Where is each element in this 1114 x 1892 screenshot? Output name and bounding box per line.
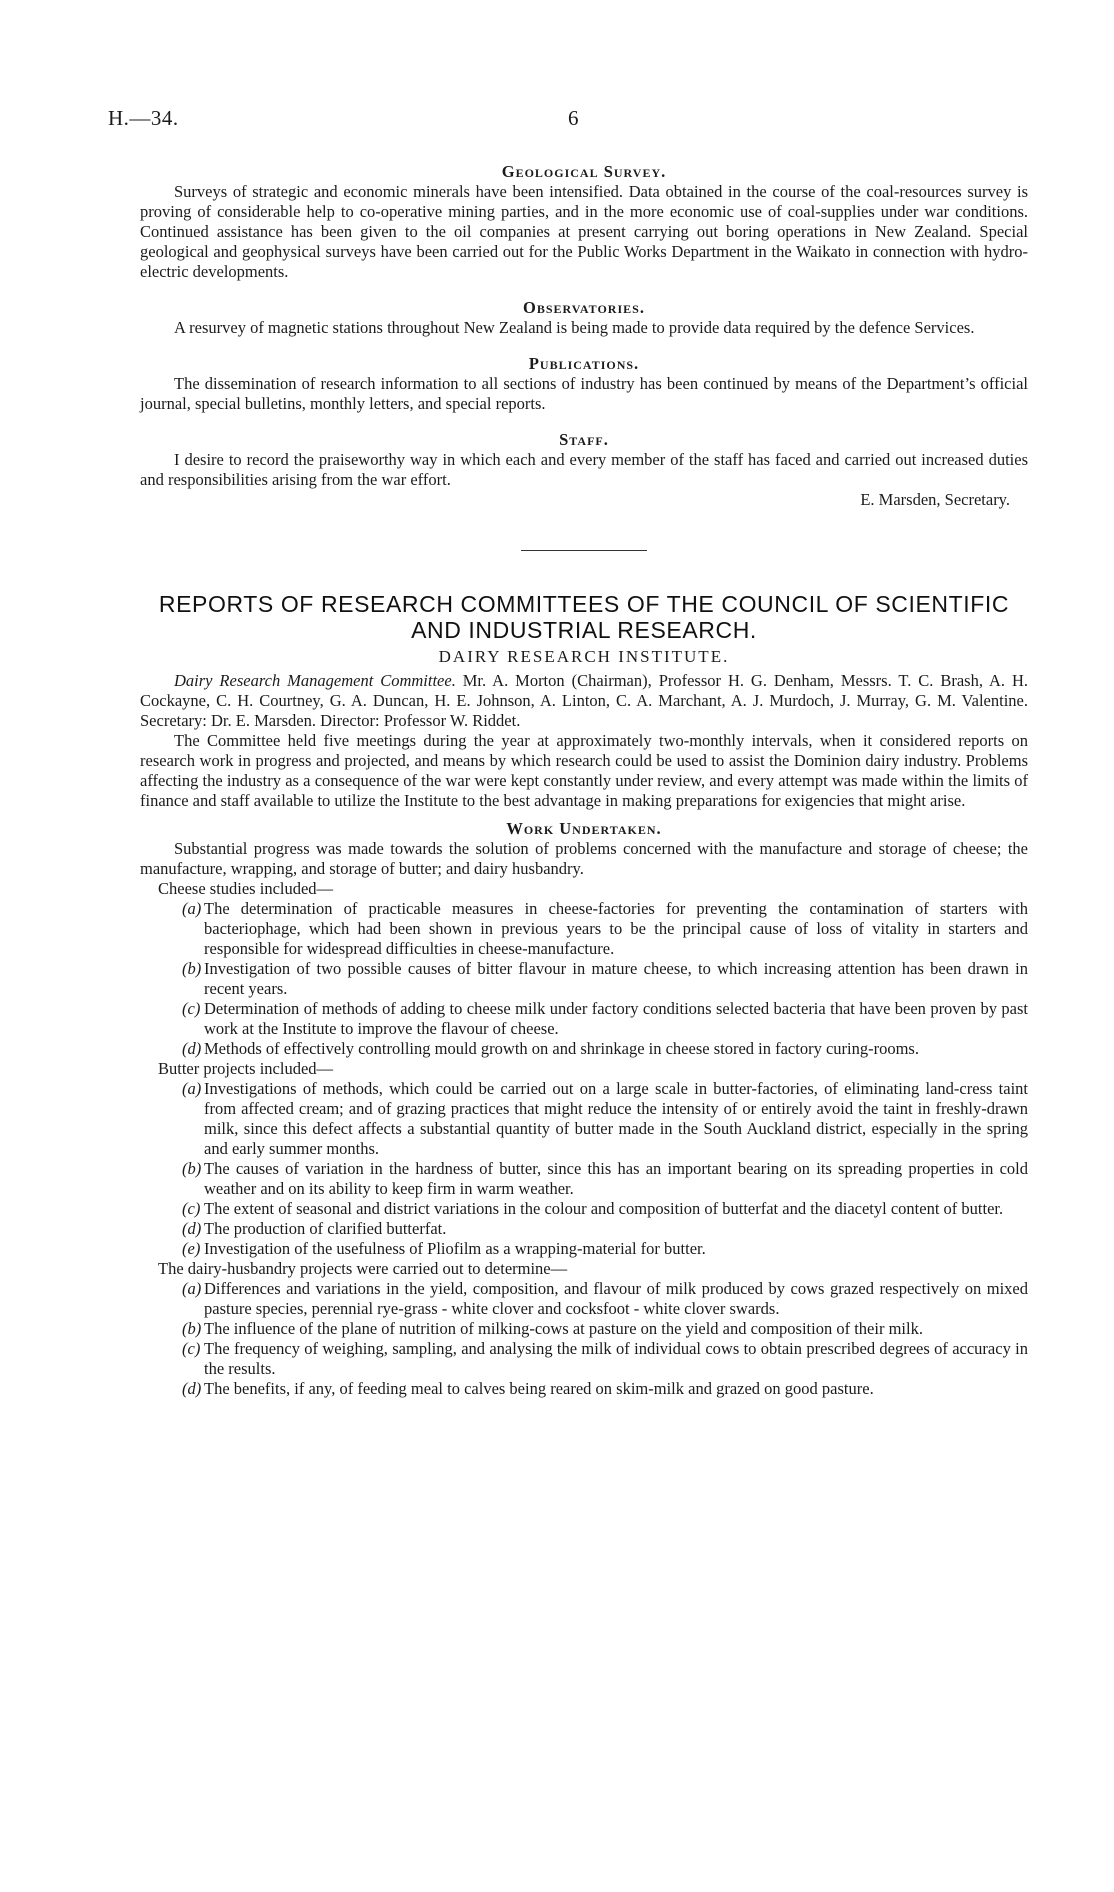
- list-item-text: The frequency of weighing, sampling, and analysing the milk of individual cows to obtain prescribed degrees of accuracy in the results.: [204, 1339, 1028, 1378]
- cheese-list: [140, 899, 1028, 1059]
- signature: E. Marsden, Secretary.: [860, 490, 1010, 509]
- section-heading: Observatories.: [523, 298, 645, 317]
- committee-members: Mr. A. Morton (Chairman), Professor H. G. Denham, Messrs. T. C. Brash, A. H. Cockayne, C. H. Courtney, G. A. Duncan, H. E. Johnson, A. Linton, C. A. Marchant, A. J. Murdoch, J. Murray, G. M. Valentine. Secretary: Dr. E. Marsden. Director: Professor W. Riddet.: [140, 671, 1028, 730]
- section-divider: [521, 550, 647, 551]
- list-item-marker: (a): [182, 1279, 202, 1298]
- page-number: 6: [568, 106, 579, 130]
- list-item-marker: (b): [182, 1319, 202, 1338]
- cheese-intro: Cheese studies included—: [158, 879, 334, 898]
- list-item: [140, 1279, 1028, 1319]
- list-item-marker: (a): [182, 1079, 202, 1098]
- list-item-text: Investigations of methods, which could be carried out on a large scale in butter-factories, of eliminating land-cress taint from affected cream; and of grazing practices that might reduce the intensity of or entirely avoid the taint in freshly-drawn milk, since this defect affects a substantial quantity of butter made in the South Auckland district, especially in the spring and early summer months.: [204, 1079, 1028, 1158]
- list-item-marker: (b): [182, 1159, 202, 1178]
- list-item-marker: (c): [182, 999, 201, 1018]
- husbandry-list: [140, 1279, 1028, 1399]
- list-item: [140, 1219, 1028, 1239]
- section-heading: Staff.: [559, 430, 609, 449]
- work-undertaken-section: [140, 819, 1028, 1399]
- list-item-text: The extent of seasonal and district variations in the colour and composition of butterfat and the diacetyl content of butter.: [204, 1199, 1004, 1218]
- page-header: [108, 106, 1028, 136]
- list-item: [140, 899, 1028, 959]
- list-item-text: The benefits, if any, of feeding meal to calves being reared on skim-milk and grazed on good pasture.: [204, 1379, 874, 1398]
- list-item-text: The production of clarified butterfat.: [204, 1219, 447, 1238]
- list-item-marker: (d): [182, 1039, 202, 1058]
- list-item: [140, 1159, 1028, 1199]
- list-item-text: Methods of effectively controlling mould growth on and shrinkage in cheese stored in factory curing-rooms.: [204, 1039, 919, 1058]
- list-item: [140, 1319, 1028, 1339]
- butter-intro: Butter projects included—: [158, 1059, 334, 1078]
- observatories-section: [140, 298, 1028, 338]
- publications-section: [140, 354, 1028, 414]
- list-item-text: Investigation of the usefulness of Pliofilm as a wrapping-material for butter.: [204, 1239, 706, 1258]
- list-item-marker: (b): [182, 959, 202, 978]
- list-item-marker: (a): [182, 899, 202, 918]
- list-item: [140, 1339, 1028, 1379]
- list-item: [140, 1039, 1028, 1059]
- list-item-text: The influence of the plane of nutrition of milking-cows at pasture on the yield and composition of their milk.: [204, 1319, 923, 1338]
- staff-section: [140, 430, 1028, 510]
- paragraph: The Committee held five meetings during the year at approximately two-monthly intervals, when it considered reports on research work in progress and projected, and means by which research could be used to assist the Dominion dairy industry. Problems affecting the industry as a consequence of the war were kept constantly under review, and every attempt was made within the limits of finance and staff available to utilize the Institute to the best advantage in making preparations for exigencies that might arise.: [140, 731, 1028, 810]
- report-title-line-1: REPORTS OF RESEARCH COMMITTEES OF THE COUNCIL OF SCIENTIFIC: [158, 591, 1010, 617]
- list-item-text: Investigation of two possible causes of bitter flavour in mature cheese, to which increasing attention has been drawn in recent years.: [204, 959, 1028, 998]
- paragraph: Surveys of strategic and economic minerals have been intensified. Data obtained in the course of the coal-resources survey is proving of considerable help to co-operative mining parties, and in the more economic use of coal-supplies under war conditions. Continued assistance has been given to the oil companies at present carrying out boring operations in New Zealand. Special geological and geophysical surveys have been carried out for the Public Works Department in the Waikato in connection with hydro-electric developments.: [140, 182, 1028, 281]
- institute-heading: DAIRY RESEARCH INSTITUTE.: [438, 647, 730, 666]
- paragraph: Substantial progress was made towards the solution of problems concerned with the manufacture and storage of cheese; the manufacture, wrapping, and storage of butter; and dairy husbandry.: [140, 839, 1028, 878]
- list-item-marker: (d): [182, 1219, 202, 1238]
- husbandry-intro: The dairy-husbandry projects were carried out to determine—: [158, 1259, 568, 1278]
- committee-label: Dairy Research Management Committee.: [174, 671, 456, 690]
- section-heading: Publications.: [528, 354, 640, 373]
- geological-survey-section: [140, 162, 1028, 282]
- list-item: [140, 1239, 1028, 1259]
- list-item: [140, 1079, 1028, 1159]
- paragraph: A resurvey of magnetic stations throughout New Zealand is being made to provide data required by the defence Services.: [174, 318, 975, 337]
- document-reference: H.—34.: [108, 106, 179, 130]
- list-item-marker: (c): [182, 1339, 201, 1358]
- list-item: [140, 1379, 1028, 1399]
- section-heading: Work Undertaken.: [506, 819, 662, 838]
- paragraph: The dissemination of research information to all sections of industry has been continued by means of the Department’s official journal, special bulletins, monthly letters, and special reports.: [140, 374, 1028, 413]
- report-title-line-2: AND INDUSTRIAL RESEARCH.: [411, 617, 757, 643]
- list-item-marker: (c): [182, 1199, 201, 1218]
- list-item: [140, 999, 1028, 1039]
- list-item-text: Differences and variations in the yield, composition, and flavour of milk produced by cows grazed respectively on mixed pasture species, perennial rye-grass - white clover and cocksfoot - white clover swards.: [204, 1279, 1028, 1318]
- committee-paragraph: [140, 671, 1028, 731]
- list-item-marker: (e): [182, 1239, 201, 1258]
- report-title: [112, 591, 1056, 643]
- list-item-text: The determination of practicable measures in cheese-factories for preventing the contamination of starters with bacteriophage, which had been shown in previous years to be the principal cause of loss of vitality in starters and responsible for widespread difficulties in cheese-manufacture.: [204, 899, 1028, 958]
- list-item: [140, 1199, 1028, 1219]
- list-item-marker: (d): [182, 1379, 202, 1398]
- section-heading: Geological Survey.: [501, 162, 667, 181]
- list-item-text: The causes of variation in the hardness of butter, since this has an important bearing on its spreading properties in cold weather and on its ability to keep firm in warm weather.: [204, 1159, 1028, 1198]
- paragraph: I desire to record the praiseworthy way in which each and every member of the staff has faced and carried out increased duties and responsibilities arising from the war effort.: [140, 450, 1028, 489]
- research-committees-section: [140, 591, 1028, 811]
- butter-list: [140, 1079, 1028, 1259]
- list-item: [140, 959, 1028, 999]
- list-item-text: Determination of methods of adding to cheese milk under factory conditions selected bacteria that have been proven by past work at the Institute to improve the flavour of cheese.: [204, 999, 1028, 1038]
